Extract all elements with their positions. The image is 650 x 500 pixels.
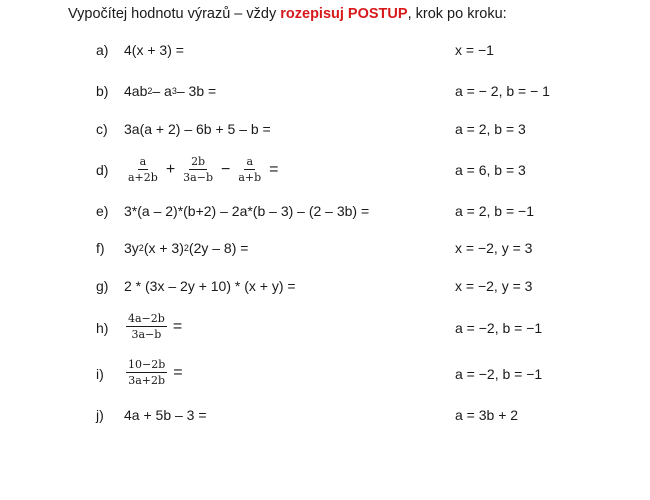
expr-part: (2y – 8) =	[188, 240, 249, 256]
fraction	[126, 358, 167, 387]
exercise-row-i	[0, 358, 650, 394]
heading-text-before: Vypočítej hodnotu výrazů – vždy	[68, 6, 281, 22]
exercise-expression	[124, 83, 216, 99]
exercise-values: a = 2, b = 3	[455, 121, 526, 137]
exercise-label: b)	[96, 83, 109, 99]
exponent: 3	[171, 86, 177, 96]
fraction	[126, 155, 160, 184]
heading-text-after: , krok po kroku:	[407, 6, 507, 22]
exercise-label: d)	[96, 162, 109, 178]
expr-part: – a	[152, 83, 172, 99]
exercise-values: x = −2, y = 3	[455, 278, 533, 294]
exercise-row-g	[0, 278, 650, 308]
operator: +	[165, 160, 176, 178]
exercise-values: a = −2, b = −1	[455, 320, 543, 336]
exercise-values: a = −2, b = −1	[455, 366, 543, 382]
exercise-expression: 3a(a + 2) – 6b + 5 – b =	[124, 121, 271, 137]
denominator: a+b	[238, 171, 262, 184]
exercise-values: a = 6, b = 3	[455, 162, 526, 178]
exercise-label: j)	[96, 407, 104, 423]
numerator: 4a−2b	[128, 312, 165, 325]
denominator: a+2b	[128, 171, 158, 184]
expr-part: 4ab	[124, 83, 148, 99]
denominator: 3a−b	[183, 171, 213, 184]
exercise-row-c	[0, 121, 650, 151]
exponent: 2	[147, 86, 153, 96]
expr-part: – 3b =	[176, 83, 217, 99]
exercise-label: g)	[96, 278, 109, 294]
fraction	[126, 312, 167, 341]
exercise-label: i)	[96, 366, 104, 382]
numerator: a	[139, 155, 147, 168]
exercise-label: a)	[96, 42, 109, 58]
exercise-expression: 2 * (3x – 2y + 10) * (x + y) =	[124, 278, 296, 294]
denominator: 3a+2b	[128, 374, 166, 387]
denominator: 3a−b	[131, 328, 162, 341]
exercise-row-j	[0, 407, 650, 437]
exercise-values: x = −2, y = 3	[455, 240, 533, 256]
fraction	[181, 155, 215, 184]
exercise-expression: 4(x + 3) =	[124, 42, 184, 58]
exercise-row-a	[0, 42, 650, 72]
exercise-expression	[124, 155, 283, 184]
exercise-row-d	[0, 155, 650, 191]
operator: −	[221, 160, 231, 178]
page-heading	[68, 6, 507, 22]
equals-sign: =	[173, 363, 183, 381]
exercise-expression	[124, 358, 187, 387]
exercise-row-b	[0, 83, 650, 113]
exercise-values: a = 2, b = −1	[455, 203, 535, 219]
exercise-label: c)	[96, 121, 108, 137]
heading-emphasis: rozepisuj POSTUP	[280, 6, 408, 22]
exercise-expression: 4a + 5b – 3 =	[124, 407, 207, 423]
exercise-values: x = −1	[455, 42, 494, 58]
exponent: 2	[138, 243, 144, 253]
exercise-row-e	[0, 203, 650, 233]
exercise-expression	[124, 312, 186, 341]
exercise-row-h	[0, 312, 650, 348]
numerator: 10−2b	[128, 358, 166, 371]
numerator: 2b	[191, 155, 206, 168]
equals-sign: =	[172, 317, 183, 335]
expr-part: 3y	[124, 240, 139, 256]
exponent: 2	[183, 243, 189, 253]
expr-part: (x + 3)	[143, 240, 184, 256]
exercise-values: a = 3b + 2	[455, 407, 519, 423]
exercise-label: e)	[96, 203, 109, 219]
exercise-label: f)	[96, 240, 105, 256]
exercise-values: a = − 2, b = − 1	[455, 83, 550, 99]
numerator: a	[246, 155, 254, 168]
exercise-label: h)	[96, 320, 109, 336]
exercise-expression: 3*(a – 2)*(b+2) – 2a*(b – 3) – (2 – 3b) =	[124, 203, 370, 219]
exercise-row-f	[0, 240, 650, 270]
equals-sign: =	[269, 160, 279, 178]
fraction	[236, 155, 263, 184]
exercise-expression	[124, 240, 248, 256]
